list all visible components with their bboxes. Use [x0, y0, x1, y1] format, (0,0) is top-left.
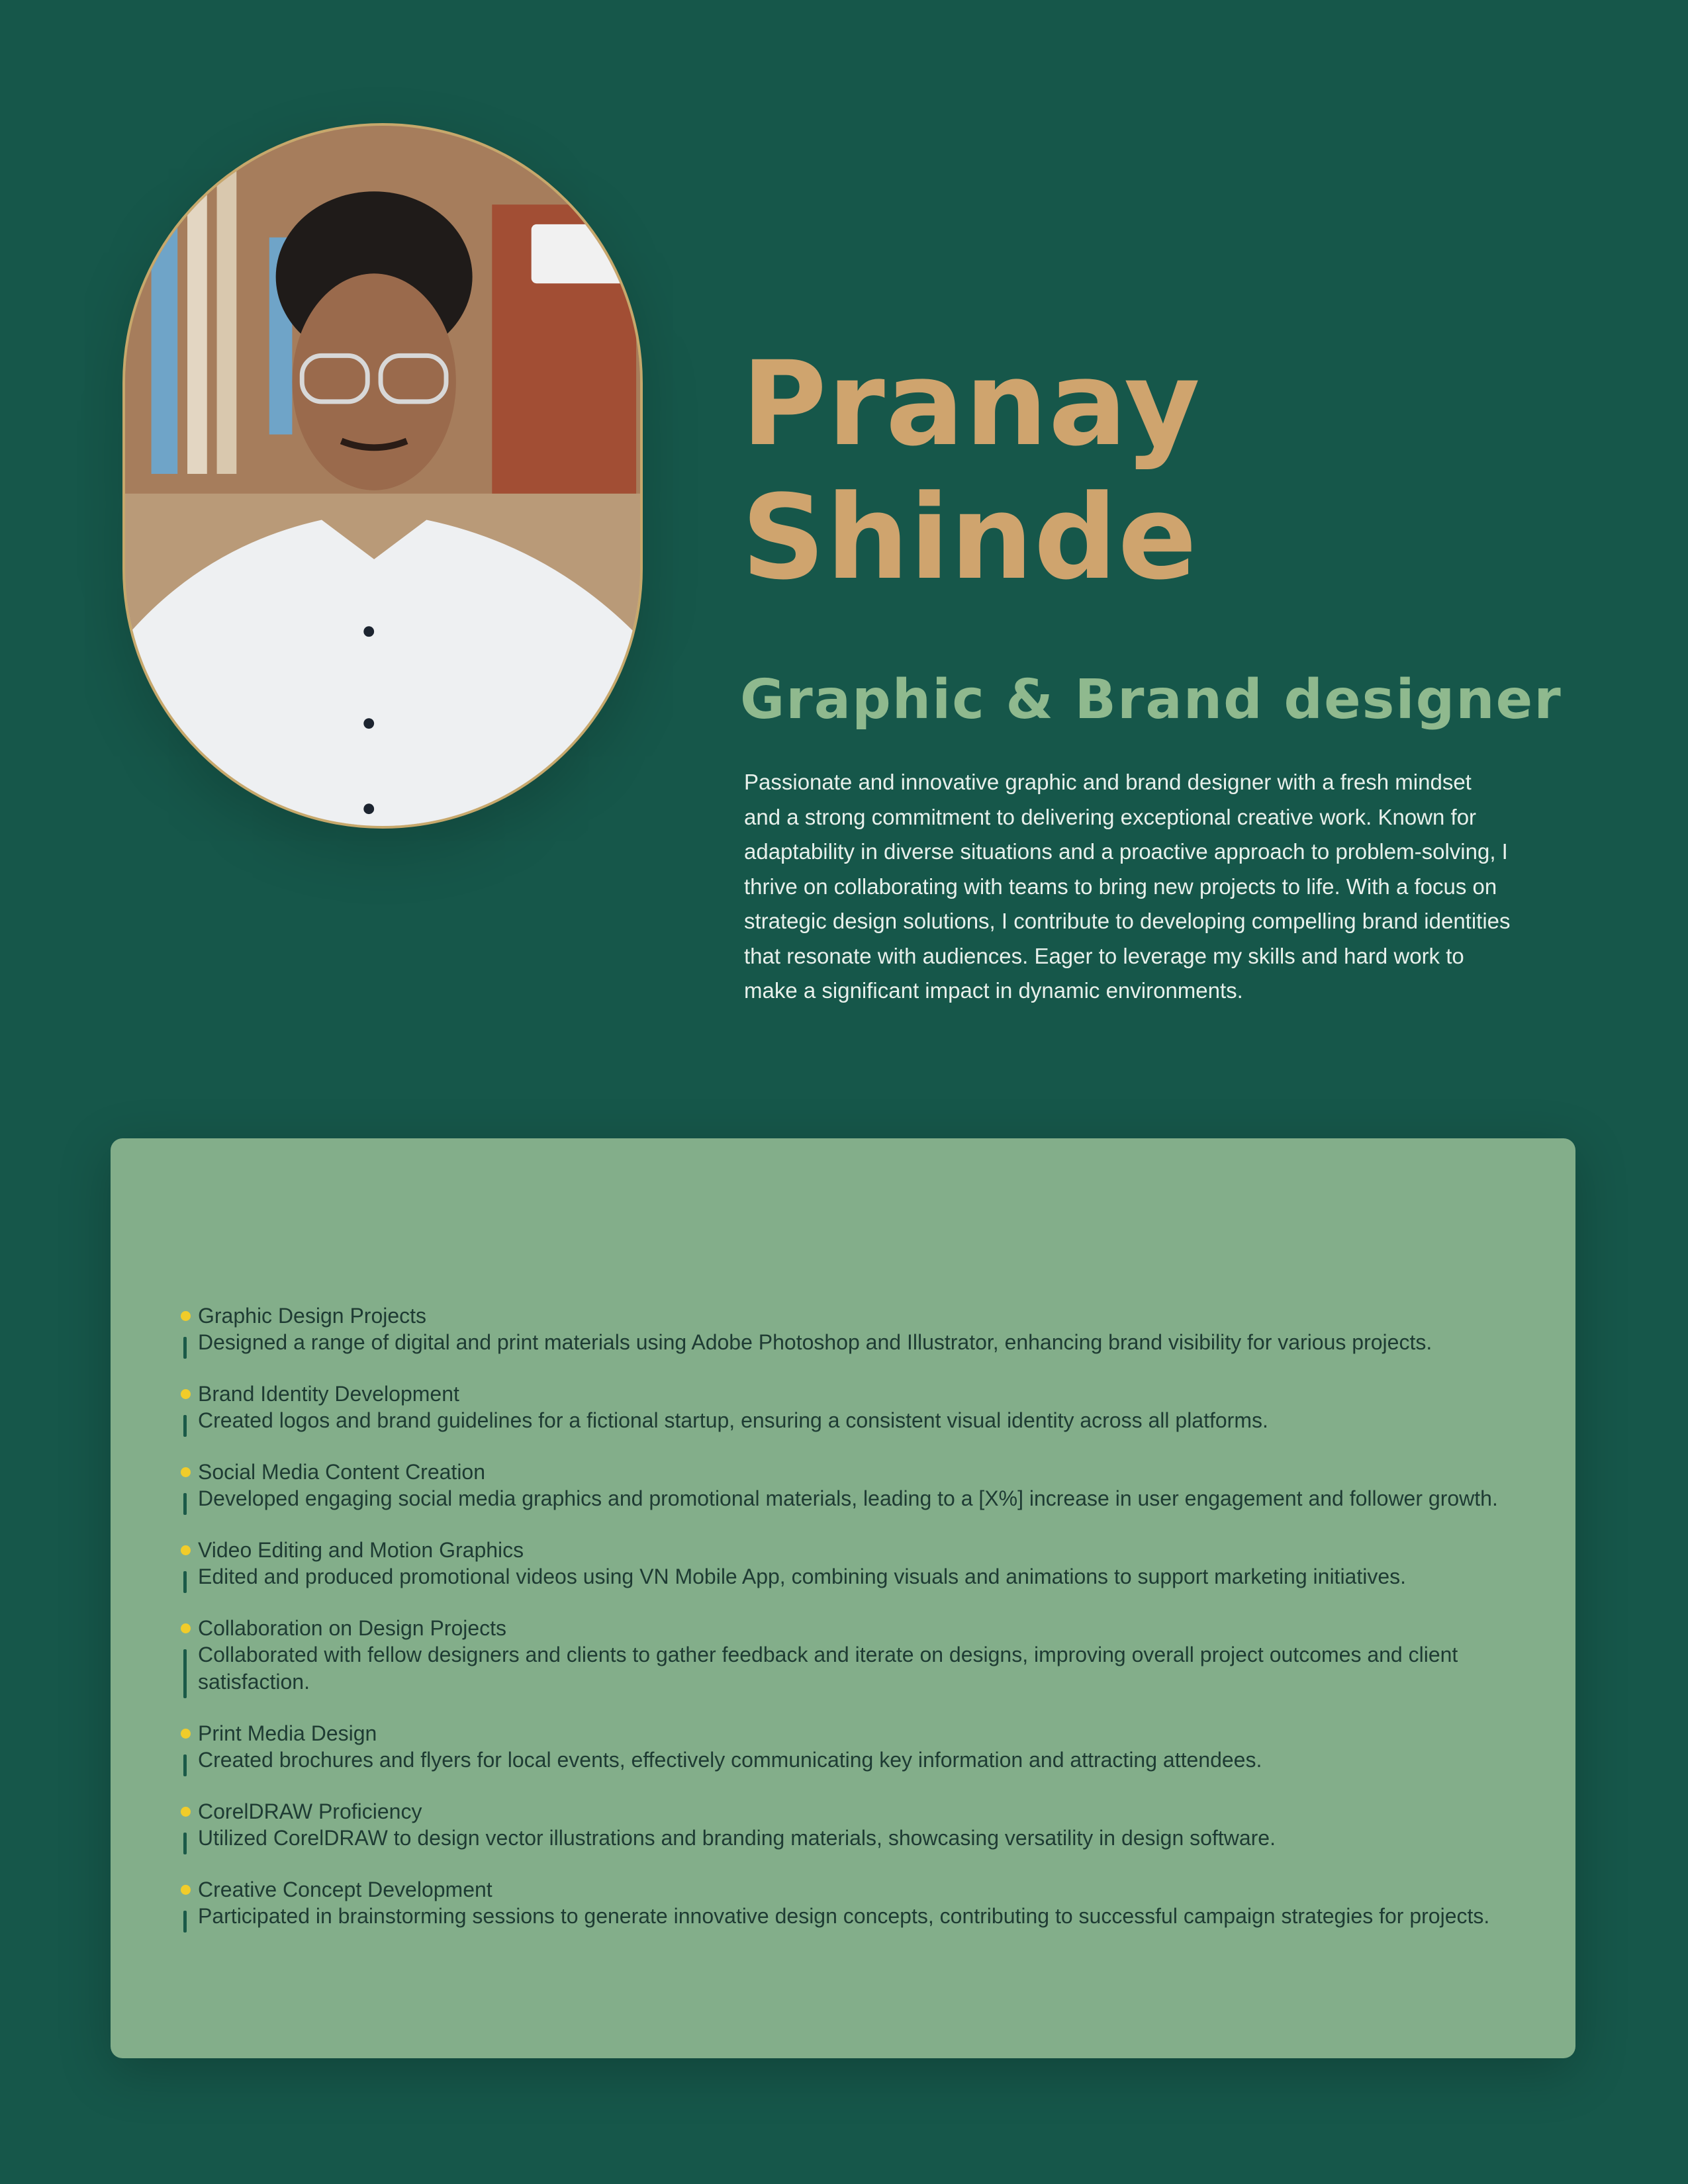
experience-list [181, 1302, 1544, 1954]
experience-item-title: Creative Concept Development [198, 1878, 492, 1901]
last-name: Shinde [741, 470, 1198, 606]
bullet-dot-icon [181, 1623, 191, 1633]
experience-item-description: Collaborated with fellow designers and clients to gather feedback and iterate on designs, improving overall project outcomes and client satisfaction. [198, 1643, 1458, 1694]
bullet-dot-icon [181, 1389, 191, 1399]
experience-item [181, 1302, 1544, 1356]
portrait-illustration [125, 126, 640, 826]
item-accent-bar [183, 1571, 187, 1593]
item-accent-bar [183, 1337, 187, 1359]
experience-item-description: Utilized CorelDRAW to design vector illustrations and branding materials, showcasing versatility in design software. [198, 1826, 1276, 1850]
bullet-dot-icon [181, 1545, 191, 1555]
experience-item-title: Social Media Content Creation [198, 1460, 486, 1484]
item-accent-bar [183, 1911, 187, 1933]
experience-item-title: Video Editing and Motion Graphics [198, 1538, 524, 1562]
item-accent-bar [183, 1415, 187, 1437]
job-title: Graphic & Brand designer [740, 668, 1562, 731]
experience-item-title: Print Media Design [198, 1721, 377, 1745]
experience-item [181, 1537, 1544, 1590]
item-accent-bar [183, 1493, 187, 1515]
full-name [741, 338, 1201, 605]
item-accent-bar [183, 1754, 187, 1776]
experience-panel [111, 1138, 1575, 2058]
bullet-dot-icon [181, 1807, 191, 1817]
experience-item [181, 1798, 1544, 1852]
profile-summary: Passionate and innovative graphic and brand designer with a fresh mindset and a strong commitment to delivering exceptional creative work. Known for adaptability in diverse situations and a proactive approach to problem-solving, I thrive on collaborating with teams to bring new projects to life. With a focus on strategic design solutions, I contribute to developing compelling brand identities that resonate with audiences. Eager to leverage my skills and hard work to make a significant impact in dynamic environments. [744, 770, 1511, 1003]
experience-item-title: Graphic Design Projects [198, 1304, 427, 1328]
experience-item-description: Developed engaging social media graphics and promotional materials, leading to a [X%] increase in user engagement and follower growth. [198, 1486, 1498, 1510]
bullet-dot-icon [181, 1729, 191, 1739]
experience-item-title: CorelDRAW Proficiency [198, 1799, 422, 1823]
experience-item-title: Brand Identity Development [198, 1382, 459, 1406]
experience-item [181, 1381, 1544, 1434]
item-accent-bar [183, 1649, 187, 1698]
experience-item [181, 1876, 1544, 1930]
experience-item-description: Edited and produced promotional videos using VN Mobile App, combining visuals and animations to support marketing initiatives. [198, 1565, 1407, 1588]
profile-photo [122, 123, 643, 829]
experience-item [181, 1720, 1544, 1774]
experience-item-description: Participated in brainstorming sessions to generate innovative design concepts, contributing to successful campaign strategies for projects. [198, 1904, 1490, 1928]
bullet-dot-icon [181, 1467, 191, 1477]
item-accent-bar [183, 1833, 187, 1854]
experience-item-description: Created brochures and flyers for local events, effectively communicating key information and attracting attendees. [198, 1748, 1262, 1772]
experience-item-title: Collaboration on Design Projects [198, 1616, 507, 1640]
experience-item [181, 1615, 1544, 1696]
bullet-dot-icon [181, 1311, 191, 1321]
bullet-dot-icon [181, 1885, 191, 1895]
first-name: Pranay [741, 336, 1201, 472]
experience-item-description: Created logos and brand guidelines for a fictional startup, ensuring a consistent visual identity across all platforms. [198, 1408, 1268, 1432]
experience-item-description: Designed a range of digital and print materials using Adobe Photoshop and Illustrator, enhancing brand visibility for various projects. [198, 1330, 1432, 1354]
experience-item [181, 1459, 1544, 1512]
